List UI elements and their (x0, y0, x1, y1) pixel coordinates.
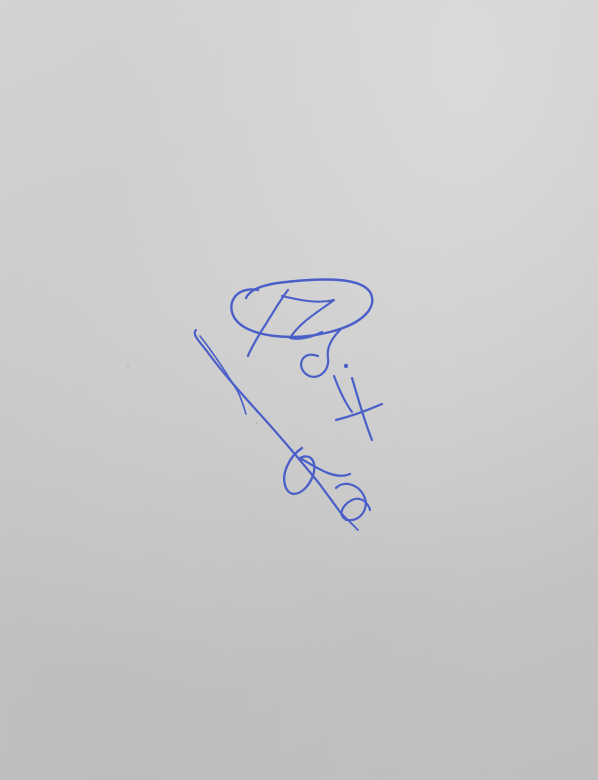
paper-speckles (39, 213, 521, 701)
signature-end-tick (342, 514, 358, 530)
signature-t-cross (336, 404, 382, 420)
signature-i-dot (344, 364, 348, 368)
signature-i-stroke (334, 376, 352, 412)
signature-tail-flourish (336, 484, 370, 520)
signature-underline-hairline (200, 336, 246, 414)
signature-ink (195, 279, 382, 530)
signature-a-stem (248, 290, 288, 356)
signature-y-loop (284, 448, 350, 494)
signature-oval-stroke (231, 279, 372, 336)
